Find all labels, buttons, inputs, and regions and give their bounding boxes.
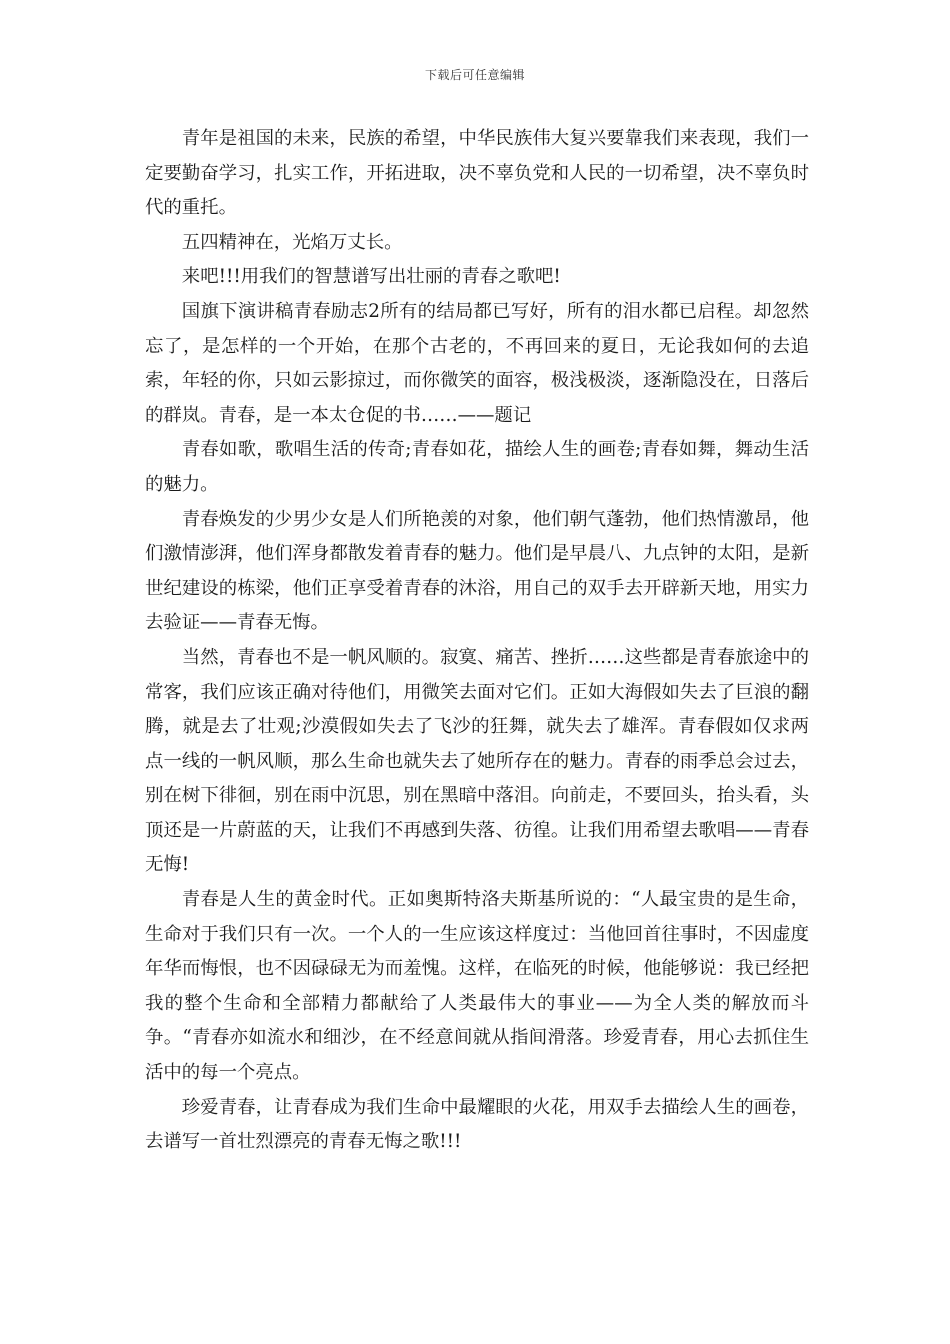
paragraph-2: 五四精神在，光焰万丈长。 bbox=[181, 231, 403, 253]
paragraph-7: 当然，青春也不是一帆风顺的。寂寞、痛苦、挫折……这些都是青春旅途中的常客，我们应该正确对待他们，用微笑去面对它们。正如大海假如失去了巨浪的翻腾，就是去了壮观;沙漠假如失去了飞沙的狂舞，就失去了雄浑。青春假如仅求两点一线的一帆风顺，那么生命也就失去了她所存在的魅力。青春的雨季总会过去，别在树下徘徊，别在雨中沉思，别在黑暗中落泪。向前走，不要回头，抬头看，头顶还是一片蔚蓝的天，让我们不再感到失落、彷徨。让我们用希望去歌唱——青春无悔! bbox=[145, 646, 809, 876]
paragraph-5: 青春如歌，歌唱生活的传奇;青春如花，描绘人生的画卷;青春如舞，舞动生活的魅力。 bbox=[145, 439, 809, 495]
paragraph-4: 国旗下演讲稿青春励志2所有的结局都已写好，所有的泪水都已启程。却忽然忘了，是怎样的一个开始，在那个古老的，不再回来的夏日，无论我如何的去追索，年轻的你，只如云影掠过，而你微笑的面容，极浅极淡，逐渐隐没在，日落后的群岚。青春，是一本太仓促的书……——题记 bbox=[145, 300, 809, 426]
document-body bbox=[145, 122, 809, 1160]
paragraph-1: 青年是祖国的未来，民族的希望，中华民族伟大复兴要靠我们来表现，我们一定要勤奋学习，扎实工作，开拓进取，决不辜负党和人民的一切希望，决不辜负时代的重托。 bbox=[145, 128, 809, 219]
paragraph-9: 珍爱青春，让青春成为我们生命中最耀眼的火花，用双手去描绘人生的画卷，去谱写一首壮烈漂亮的青春无悔之歌!!! bbox=[145, 1096, 809, 1153]
paragraph-3: 来吧!!!用我们的智慧谱写出壮丽的青春之歌吧! bbox=[181, 266, 561, 288]
paragraph-8: 青春是人生的黄金时代。正如奥斯特洛夫斯基所说的：“人最宝贵的是生命，生命对于我们只有一次。一个人的一生应该这样度过：当他回首往事时，不因虚度年华而悔恨，也不因碌碌无为而羞愧。这样，在临死的时候，他能够说：我已经把我的整个生命和全部精力都献给了人类最伟大的事业——为全人类的解放而斗争。“青春亦如流水和细沙，在不经意间就从指间滑落。珍爱青春，用心去抓住生活中的每一个亮点。 bbox=[145, 889, 809, 1084]
header-note: 下载后可任意编辑 bbox=[424, 68, 525, 82]
paragraph-6: 青春焕发的少男少女是人们所艳羡的对象，他们朝气蓬勃，他们热情激昂，他们激情澎湃，他们浑身都散发着青春的魅力。他们是早晨八、九点钟的太阳，是新世纪建设的栋梁，他们正享受着青春的沐浴，用自己的双手去开辟新天地，用实力去验证——青春无悔。 bbox=[145, 508, 809, 634]
